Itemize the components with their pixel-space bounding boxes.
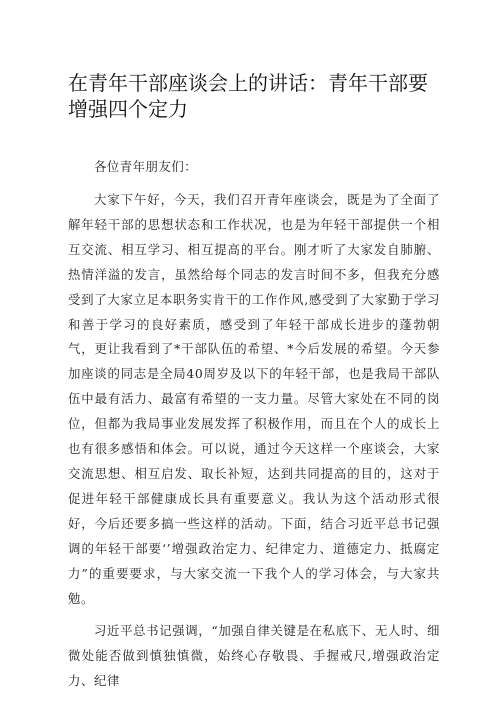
document-title: 在青年干部座谈会上的讲话：青年干部要增强四个定力 <box>68 71 428 121</box>
document-body <box>68 156 440 702</box>
salutation: 各位青年朋友们： <box>94 159 198 174</box>
paragraph-2: 习近平总书记强调，“加强自律关键是在私底下、无人时、细微处能否做到慎独慎微，始终心存敬畏、手握戒尺,增强政治定力、纪律 <box>68 623 440 689</box>
paragraph-1: 大家下午好，今天，我们召开青年座谈会，既是为了全面了解年轻干部的思想状态和工作状况，也是为年轻干部提供一个相互交流、相互学习、相互提高的平台。刚才听了大家发自肺腑、热情洋溢的发言，虽然给每个同志的发言时间不多，但我充分感受到了大家立足本职务实肯干的工作作风,感受到了大家勤于学习和善于学习的良好素质，感受到了年轻干部成长进步的蓬勃朝气，更让我看到了*干部队伍的希望、*今后发展的希望。今天参加座谈的同志是全局40周岁及以下的年轻干部，也是我局干部队伍中最有活力、最富有希望的一支力量。尽管大家处在不同的岗位，但都为我局事业发展发挥了积极作用，而且在个人的成长上也有很多感悟和体会。可以说，通过今天这样一个座谈会，大家交流思想、相互启发、取长补短，达到共同提高的目的，这对于促进年轻干部健康成长具有重要意义。我认为这个活动形式很好，今后还要多搞一些这样的活动。下面，结合习近平总书记强调的年轻干部要‘’增强政治定力、纪律定力、道德定力、抵腐定力”的重要要求，与大家交流一下我个人的学习体会，与大家共勉。 <box>68 192 440 606</box>
